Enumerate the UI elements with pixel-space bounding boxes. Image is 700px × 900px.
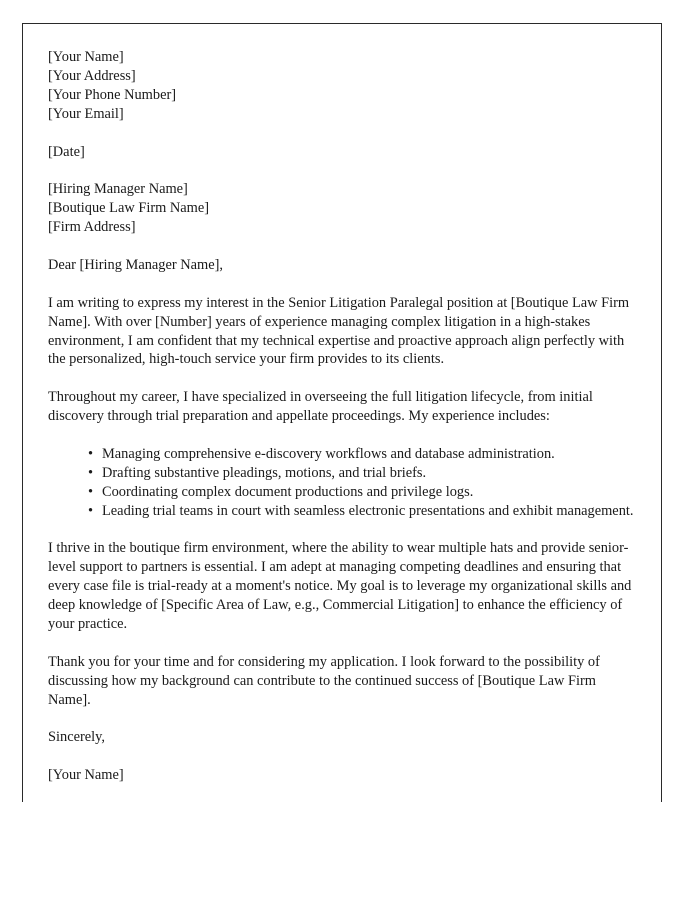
list-item: • Drafting substantive pleadings, motions, and trial briefs. xyxy=(88,464,639,483)
signature-name-line: [Your Name] xyxy=(48,767,124,784)
sender-line-email: [Your Email] xyxy=(48,105,124,122)
sender-line-phone: [Your Phone Number] xyxy=(48,86,177,103)
recipient-line-firm: [Boutique Law Firm Name] xyxy=(48,200,210,217)
sender-line-name: [Your Name] xyxy=(48,49,124,65)
sender-address-block xyxy=(48,48,639,124)
body-paragraph-3: I thrive in the boutique firm environment, where the ability to wear multiple hats and provide senior-level support to partners is essential. I am adept at managing competing deadlines and ensuring that every case file is trial-ready at a moment's notice. My goal is to leverage my organizational skills and deep knowledge of [Specific Area of Law, e.g., Commercial Litigation] to enhance the efficiency of your practice. xyxy=(48,540,632,633)
letter-content xyxy=(48,48,639,785)
letter-page xyxy=(22,23,662,802)
sender-line-address: [Your Address] xyxy=(48,67,136,84)
list-item: • Managing comprehensive e-discovery workflows and database administration. xyxy=(88,445,639,464)
body-paragraph-4: Thank you for your time and for considering my application. I look forward to the possibility of discussing how my background can contribute to the continued success of [Boutique Law Firm Name]. xyxy=(48,653,600,708)
salutation-line: Dear [Hiring Manager Name], xyxy=(48,256,224,273)
recipient-line-address: [Firm Address] xyxy=(48,219,136,236)
recipient-line-manager: [Hiring Manager Name] xyxy=(48,181,188,198)
list-item: • Leading trial teams in court with seamless electronic presentations and exhibit management. xyxy=(88,502,639,521)
date-line: [Date] xyxy=(48,143,85,160)
body-paragraph-2: Throughout my career, I have specialized in overseeing the full litigation lifecycle, from initial discovery through trial preparation and appellate proceedings. My experience includes: xyxy=(48,389,593,425)
closing-line: Sincerely, xyxy=(48,729,106,746)
recipient-address-block xyxy=(48,180,639,237)
list-item: • Coordinating complex document productions and privilege logs. xyxy=(88,483,639,502)
body-paragraph-1: I am writing to express my interest in the Senior Litigation Paralegal position at [Boutique Law Firm Name]. With over [Number] years of experience managing complex litigation in a high-stakes environment, I am confident that my technical expertise and proactive approach align perfectly with the personalized, high-touch service your firm provides to its clients. xyxy=(48,294,630,368)
experience-bullet-list xyxy=(48,445,639,521)
